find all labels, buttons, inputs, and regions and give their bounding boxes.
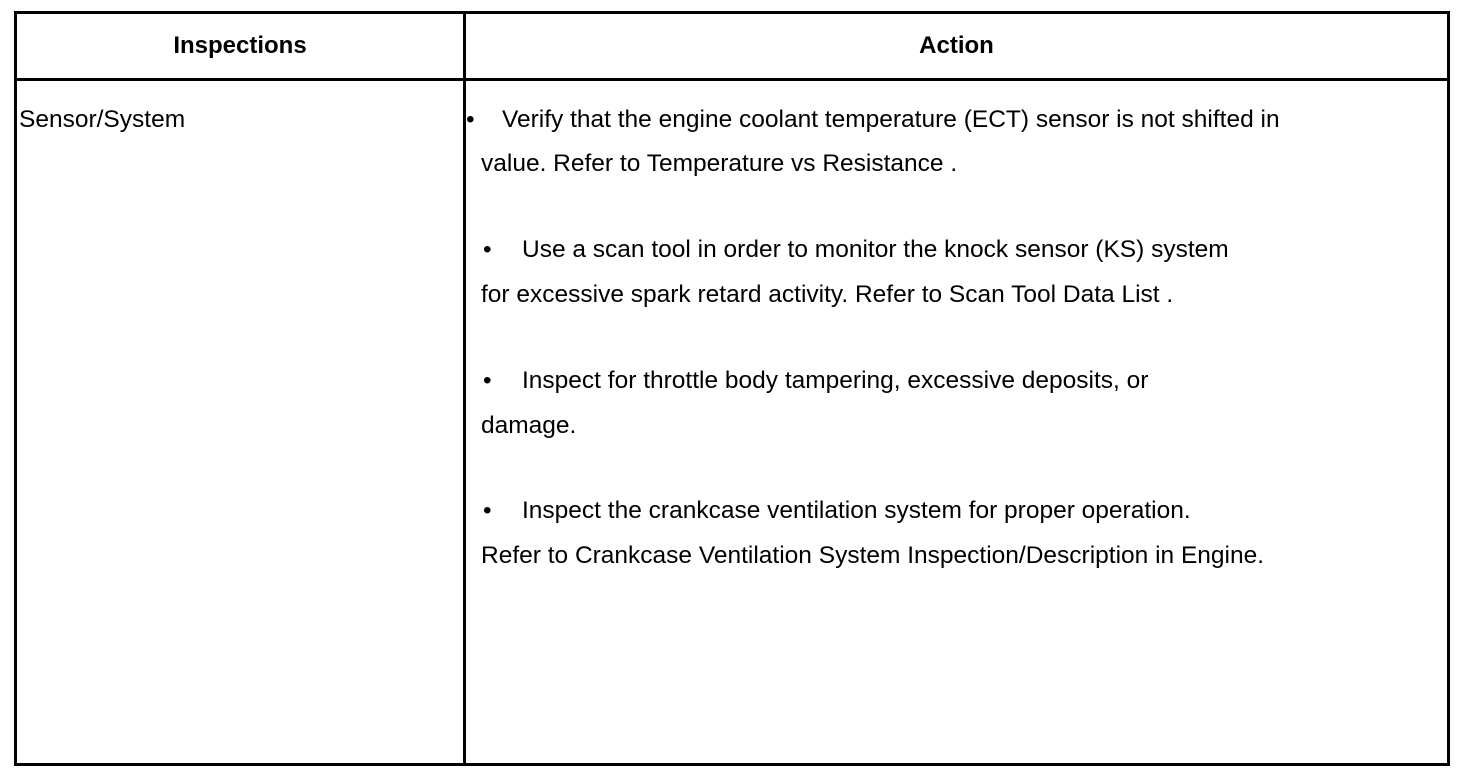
action-item-3-line2: damage.	[481, 412, 577, 439]
action-item-3-text: Inspect for throttle body tampering, excessive deposits, or	[522, 367, 1149, 394]
inspection-cell: Sensor/System	[19, 106, 186, 133]
action-item-4-text: Inspect the crankcase ventilation system for proper operation.	[522, 497, 1191, 524]
header-row-divider	[14, 78, 1450, 81]
header-inspections: Inspections	[173, 32, 307, 59]
action-item-2-line2: for excessive spark retard activity. Refer to Scan Tool Data List .	[481, 281, 1174, 308]
bullet-icon: •	[483, 367, 492, 394]
action-item-4-line2: Refer to Crankcase Ventilation System Inspection/Description in Engine.	[481, 542, 1265, 569]
action-item-1-text: Verify that the engine coolant temperature (ECT) sensor is not shifted in	[502, 106, 1280, 133]
header-action: Action	[919, 32, 994, 59]
bullet-icon: •	[483, 236, 492, 263]
action-item-1-line1	[466, 98, 1280, 142]
action-item-3-line1	[483, 359, 1148, 403]
bullet-icon: •	[483, 497, 492, 524]
action-item-4-line1	[483, 489, 1191, 533]
bullet-icon: •	[466, 106, 475, 133]
action-item-2-text: Use a scan tool in order to monitor the knock sensor (KS) system	[522, 236, 1229, 263]
action-item-2-line1	[483, 228, 1229, 272]
action-item-1-line2: value. Refer to Temperature vs Resistance .	[481, 150, 958, 177]
